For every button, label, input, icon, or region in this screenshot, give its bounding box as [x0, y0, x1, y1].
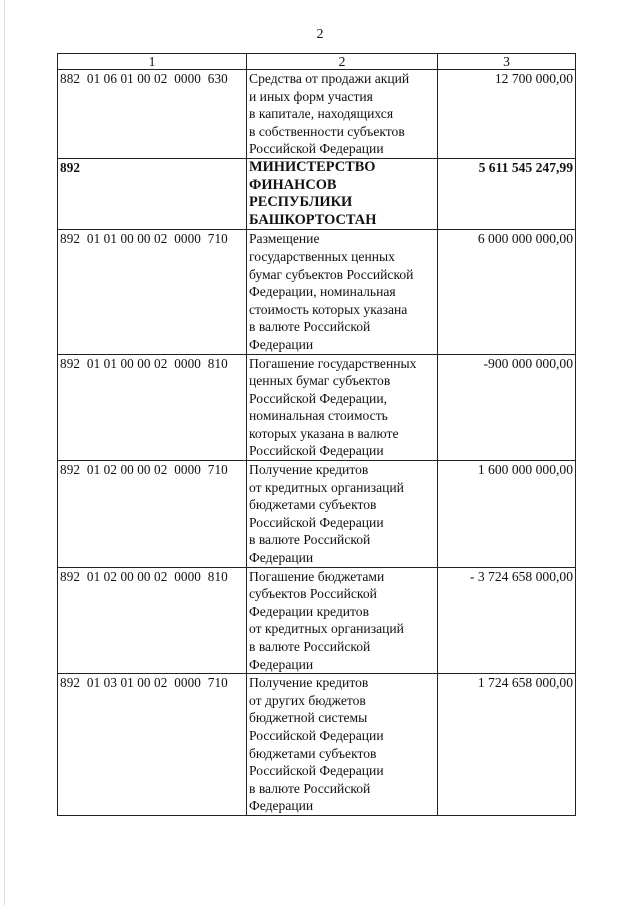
table-row	[58, 674, 576, 816]
item-name-line: и иных форм участия	[249, 88, 373, 104]
table-row	[58, 70, 576, 159]
item-name-line: Федерации	[249, 798, 314, 814]
item-name-cell	[247, 70, 438, 159]
amount-cell: 1 724 658 000,00	[438, 674, 576, 816]
amount-cell: -900 000 000,00	[438, 354, 576, 461]
item-name-line: бюджетной системы	[249, 710, 368, 726]
column-header-code: 1	[58, 54, 247, 70]
item-name-cell	[247, 567, 438, 674]
item-name-line: номинальная стоимость	[249, 408, 388, 424]
item-name-line: БАШКОРТОСТАН	[249, 211, 377, 228]
item-name-line: в валюте Российской	[249, 532, 371, 548]
item-name-line: Российской Федерации	[249, 141, 384, 157]
item-name-line: от кредитных организаций	[249, 479, 404, 495]
item-name-line: субъектов Российской	[249, 586, 377, 602]
item-name-line: Федерации	[249, 656, 314, 672]
item-name-line: Погашение бюджетами	[249, 568, 385, 584]
table-row	[58, 158, 576, 229]
table-header-row	[58, 54, 576, 70]
amount-cell: 1 600 000 000,00	[438, 461, 576, 568]
table-row	[58, 567, 576, 674]
item-name-line: в собственности субъектов	[249, 123, 405, 139]
item-name-line: в валюте Российской	[249, 780, 371, 796]
table-row	[58, 461, 576, 568]
item-name-line: в капитале, находящихся	[249, 106, 394, 122]
amount-cell: - 3 724 658 000,00	[438, 567, 576, 674]
table-body	[58, 70, 576, 816]
item-name-line: МИНИСТЕРСТВО	[249, 158, 376, 175]
item-name-line: государственных ценных	[249, 248, 395, 264]
table-row	[58, 230, 576, 354]
item-name-line: которых указана в валюте	[249, 425, 399, 441]
amount-cell: 6 000 000 000,00	[438, 230, 576, 354]
item-name-line: ценных бумаг субъектов	[249, 373, 391, 389]
item-name-line: Средства от продажи акций	[249, 71, 410, 86]
item-name-line: Размещение	[249, 231, 320, 247]
budget-code-cell: 892 01 01 00 00 02 0000 810	[58, 354, 247, 461]
item-name-line: в валюте Российской	[249, 319, 371, 335]
item-name-line: Федерации	[249, 550, 314, 566]
budget-code-cell: 892 01 02 00 00 02 0000 810	[58, 567, 247, 674]
item-name-line: бюджетами субъектов	[249, 745, 377, 761]
item-name-line: Погашение государственных	[249, 355, 417, 371]
budget-code-cell: 892 01 01 00 00 02 0000 710	[58, 230, 247, 354]
item-name-line: ФИНАНСОВ	[249, 176, 337, 193]
amount-cell: 5 611 545 247,99	[438, 158, 576, 229]
item-name-line: Федерации, номинальная	[249, 284, 396, 300]
item-name-line: РЕСПУБЛИКИ	[249, 194, 353, 211]
budget-code-cell: 892 01 02 00 00 02 0000 710	[58, 461, 247, 568]
item-name-line: бюджетами субъектов	[249, 497, 377, 513]
item-name-line: Российской Федерации	[249, 443, 384, 459]
item-name-line: Российской Федерации,	[249, 390, 387, 406]
amount-cell: 12 700 000,00	[438, 70, 576, 159]
item-name-cell	[247, 674, 438, 816]
budget-code-cell: 882 01 06 01 00 02 0000 630	[58, 70, 247, 159]
item-name-cell	[247, 158, 438, 229]
item-name-cell	[247, 461, 438, 568]
item-name-line: Российской Федерации	[249, 514, 384, 530]
item-name-line: Российской Федерации	[249, 727, 384, 743]
budget-table	[57, 53, 576, 816]
item-name-line: в валюте Российской	[249, 639, 371, 654]
item-name-line: Получение кредитов	[249, 462, 369, 478]
column-header-amount: 3	[438, 54, 576, 70]
item-name-line: от кредитных организаций	[249, 621, 404, 637]
item-name-line: Федерации кредитов	[249, 603, 370, 619]
page-number: 2	[316, 27, 324, 42]
item-name-line: от других бюджетов	[249, 692, 366, 708]
item-name-line: Получение кредитов	[249, 675, 369, 691]
item-name-cell	[247, 354, 438, 461]
scan-edge-line	[4, 0, 5, 905]
budget-code-cell: 892	[58, 158, 247, 229]
item-name-line: стоимость которых указана	[249, 301, 408, 317]
table-row	[58, 354, 576, 461]
item-name-line: бумаг субъектов Российской	[249, 266, 414, 282]
item-name-line: Российской Федерации	[249, 763, 384, 779]
item-name-line: Федерации	[249, 336, 314, 352]
item-name-cell	[247, 230, 438, 354]
column-header-name: 2	[247, 54, 438, 70]
budget-code-cell: 892 01 03 01 00 02 0000 710	[58, 674, 247, 816]
